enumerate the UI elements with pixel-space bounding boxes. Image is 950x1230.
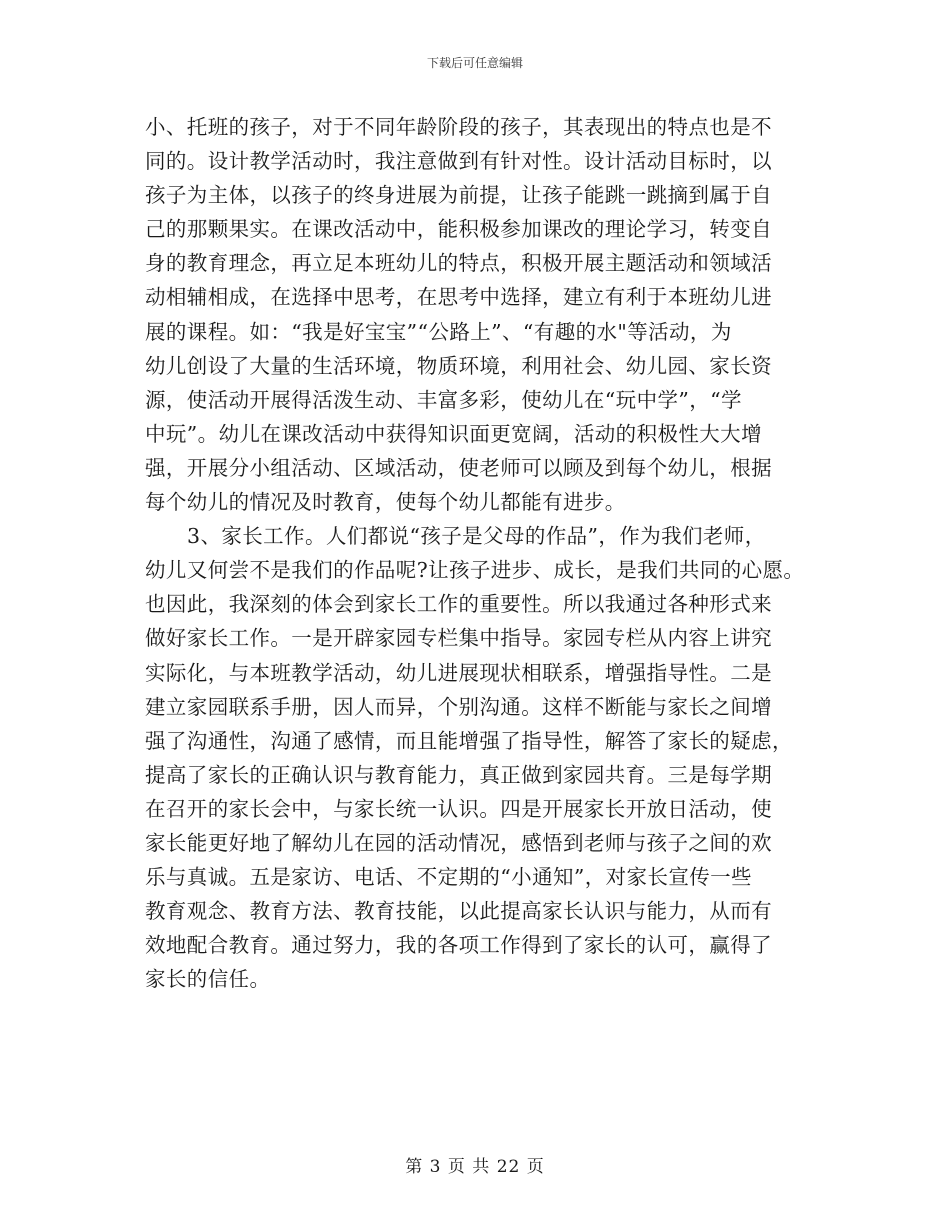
text-line: 己的那颗果实。在课改活动中，能积极参加课改的理论学习，转变自 <box>145 217 772 242</box>
text-line: 动相辅相成，在选择中思考，在思考中选择，建立有利于本班幼儿进 <box>145 285 772 310</box>
text-line: 小、托班的孩子，对于不同年龄阶段的孩子，其表现出的特点也是不 <box>145 115 772 139</box>
text-line: 家长能更好地了解幼儿在园的活动情况，感悟到老师与孩子之间的欢 <box>145 830 772 855</box>
text-line: 在召开的家长会中，与家长统一认识。四是开展家长开放日活动，使 <box>145 796 772 821</box>
text-line: 身的教育理念，再立足本班幼儿的特点，积极开展主题活动和领域活 <box>145 251 772 276</box>
text-line: 教育观念、教育方法、教育技能，以此提高家长认识与能力，从而有 <box>145 899 772 924</box>
text-line: 乐与真诚。五是家访、电话、不定期的“小通知”，对家长宣传一些 <box>145 865 752 890</box>
text-line: 幼儿创设了大量的生活环境，物质环境，利用社会、幼儿园、家长资 <box>145 353 772 378</box>
paragraph-start-line: 3、家长工作。人们都说“孩子是父母的作品”，作为我们老师， <box>187 524 766 549</box>
text-line: 实际化，与本班教学活动，幼儿进展现状相联系，增强指导性。二是 <box>145 660 772 685</box>
text-line: 做好家长工作。一是开辟家园专栏集中指导。家园专栏从内容上讲究 <box>145 626 772 651</box>
text-line: 中玩”。幼儿在课改活动中获得知识面更宽阔，活动的积极性大大增 <box>145 421 762 446</box>
text-line: 幼儿又何尝不是我们的作品呢?让孩子进步、成长，是我们共同的心愿。 <box>145 558 805 583</box>
text-line: 家长的信任。 <box>145 967 271 992</box>
text-line: 效地配合教育。通过努力，我的各项工作得到了家长的认可，赢得了 <box>145 933 772 958</box>
text-line: 建立家园联系手册，因人而异，个别沟通。这样不断能与家长之间增 <box>145 694 772 719</box>
text-line: 源，使活动开展得活泼生动、丰富多彩，使幼儿在“玩中学”，“学 <box>145 387 742 412</box>
text-line: 提高了家长的正确认识与教育能力，真正做到家园共育。三是每学期 <box>145 762 772 787</box>
document-body <box>145 110 825 996</box>
text-line: 强，开展分小组活动、区域活动，使老师可以顾及到每个幼儿，根据 <box>145 455 772 480</box>
text-line: 同的。设计教学活动时，我注意做到有针对性。设计活动目标时，以 <box>145 149 772 174</box>
text-line: 强了沟通性，沟通了感情，而且能增强了指导性，解答了家长的疑虑， <box>145 728 793 753</box>
page-header: 下载后可任意编辑 <box>426 56 523 70</box>
text-line: 展的课程。如：“我是好宝宝”“公路上”、“有趣的水"等活动，为 <box>145 319 732 344</box>
text-line: 孩子为主体，以孩子的终身进展为前提，让孩子能跳一跳摘到属于自 <box>145 183 772 208</box>
page-footer: 第 3 页 共 22 页 <box>405 1157 545 1177</box>
text-line: 也因此，我深刻的体会到家长工作的重要性。所以我通过各种形式来 <box>145 592 772 617</box>
text-line: 每个幼儿的情况及时教育，使每个幼儿都能有进步。 <box>145 490 626 515</box>
